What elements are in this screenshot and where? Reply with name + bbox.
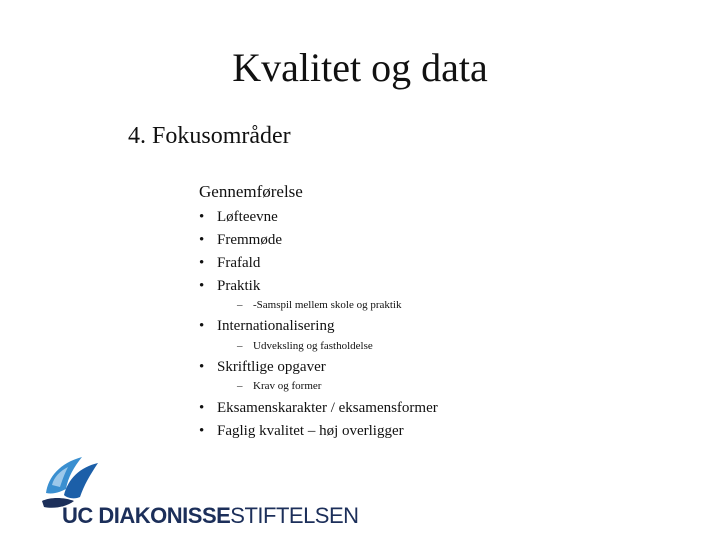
list-item-text: Faglig kvalitet – høj overligger (217, 423, 404, 439)
list-item (199, 318, 334, 335)
slide-title: Kvalitet og data (232, 45, 488, 90)
bullet-icon: • (199, 318, 205, 334)
sub-list-item (237, 380, 321, 392)
bullet-icon: • (199, 209, 205, 225)
logo-wordmark (62, 503, 359, 529)
logo-light-text: STIFTELSEN (230, 503, 359, 528)
list-item-text: Løfteevne (217, 209, 278, 225)
list-item-text: Eksamenskarakter / eksamensformer (217, 400, 438, 416)
bullet-icon: • (199, 359, 205, 375)
list-item-text: Fremmøde (217, 232, 282, 248)
sub-list-item (237, 340, 373, 352)
list-item (199, 255, 260, 272)
sub-list-item-text: Udveksling og fastholdelse (253, 340, 373, 352)
dash-icon: – (237, 380, 243, 392)
list-item-text: Internationalisering (217, 318, 335, 334)
list-item-text: Skriftlige opgaver (217, 359, 326, 375)
slide-subtitle: 4. Fokusområder (128, 123, 291, 149)
list-item (199, 423, 404, 440)
bullet-icon: • (199, 423, 205, 439)
bullet-icon: • (199, 255, 205, 271)
bullet-icon: • (199, 400, 205, 416)
list-item (199, 359, 326, 376)
dash-icon: – (237, 340, 243, 352)
sub-list-item-text: Krav og former (253, 380, 322, 392)
list-item-text: Frafald (217, 255, 261, 271)
list-item-text: Praktik (217, 278, 261, 294)
sub-list-item-text: -Samspil mellem skole og praktik (253, 299, 402, 311)
sub-list-item (237, 299, 401, 311)
logo-bold-text: UC DIAKONISSE (62, 503, 231, 528)
list-item (199, 232, 282, 249)
list-item (199, 400, 438, 417)
bullet-icon: • (199, 278, 205, 294)
bullet-icon: • (199, 232, 205, 248)
dash-icon: – (237, 299, 243, 311)
section-heading: Gennemførelse (199, 182, 303, 201)
list-item (199, 209, 278, 226)
list-item (199, 278, 260, 295)
